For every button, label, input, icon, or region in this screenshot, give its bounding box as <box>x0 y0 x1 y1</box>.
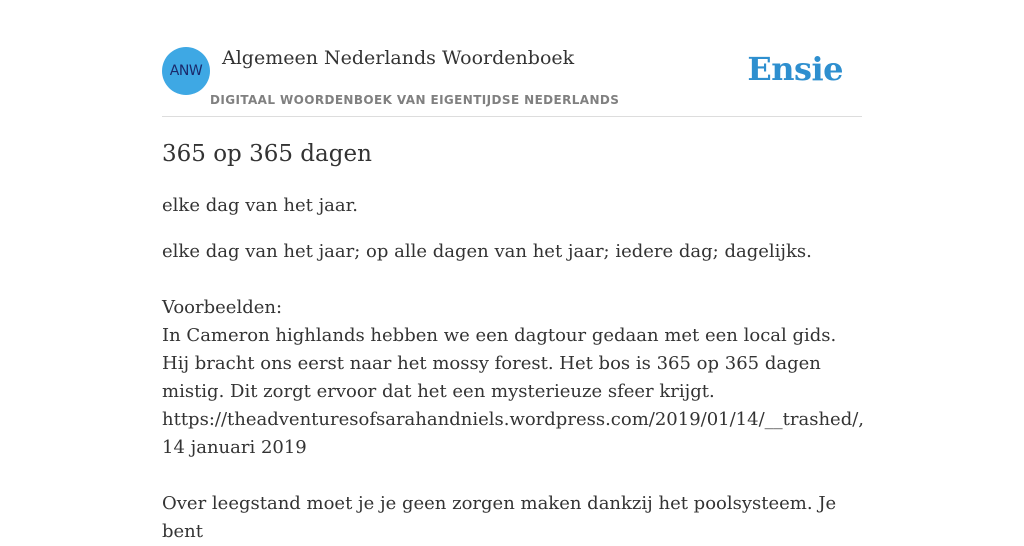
ensie-brand-link[interactable]: Ensie <box>747 50 843 88</box>
site-title[interactable]: Algemeen Nederlands Woordenboek <box>222 47 575 69</box>
spacer <box>162 266 862 294</box>
examples-label: Voorbeelden: <box>162 297 283 318</box>
entry-term: 365 op 365 dagen <box>162 141 372 167</box>
site-header <box>162 46 862 117</box>
example-text: In Cameron highlands hebben we een dagtour gedaan met een local gids. Hij bracht ons eerst naar het mossy forest. Het bos is 365 op 365 dagen mistig. Dit zorgt ervoor dat het een mysterieuze sfeer krijgt. https://theadventuresofsarahandniels.wordpress.com/2019/01/14/__trashed/, 14 januari 2019 <box>162 325 865 458</box>
anw-logo[interactable] <box>162 47 210 95</box>
spacer <box>162 462 862 490</box>
entry-short-definition: elke dag van het jaar. <box>162 195 358 216</box>
logo-text: ANW <box>169 63 203 79</box>
entry-definition: elke dag van het jaar; op alle dagen van het jaar; iedere dag; dagelijks. <box>162 241 812 262</box>
site-subtitle: DIGITAAL WOORDENBOEK VAN EIGENTIJDSE NEDERLANDS <box>210 93 620 107</box>
entry-definition-block <box>162 238 865 546</box>
entry-content <box>162 138 865 546</box>
example-text: Over leegstand moet je je geen zorgen maken dankzij het poolsysteem. Je bent <box>162 493 837 542</box>
